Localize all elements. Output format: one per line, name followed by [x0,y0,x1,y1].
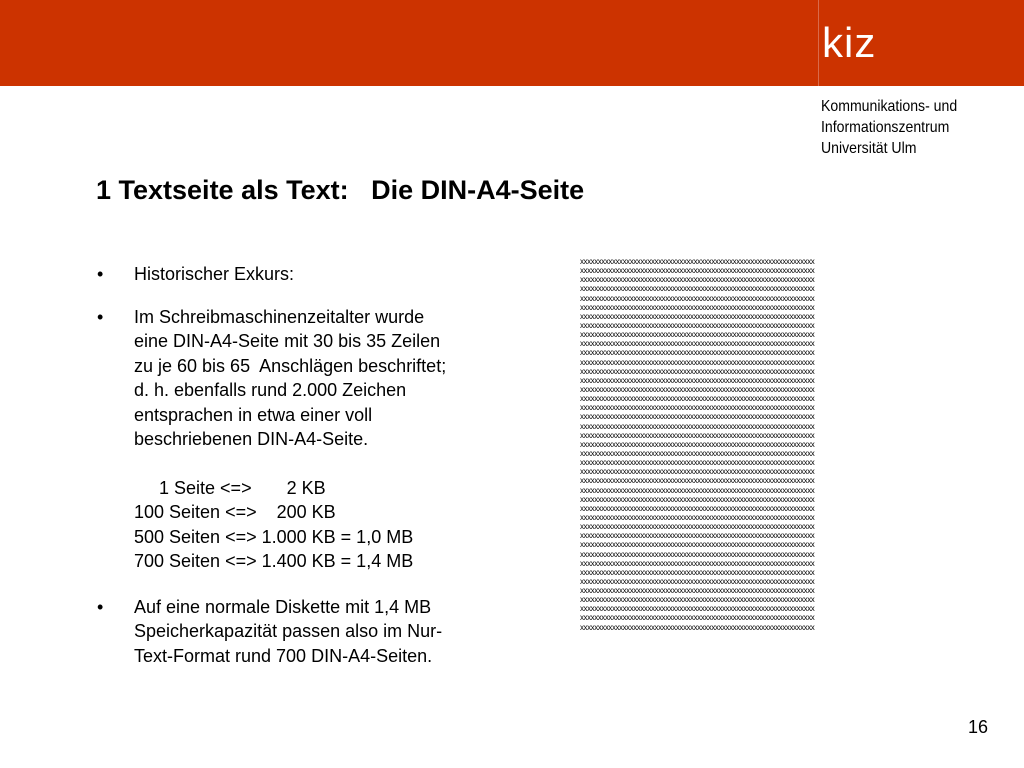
placeholder-row: xxxxxxxxxxxxxxxxxxxxxxxxxxxxxxxxxxxxxxxxxxxxxxxxxxxxxxxxxxxxxxxxxx [580,549,815,559]
bullet-line: zu je 60 bis 65 Anschlägen beschriftet; [134,355,447,376]
placeholder-row: xxxxxxxxxxxxxxxxxxxxxxxxxxxxxxxxxxxxxxxxxxxxxxxxxxxxxxxxxxxxxxxxxx [580,412,815,422]
bullet-list [97,262,547,668]
bullet-line: d. h. ebenfalls rund 2.000 Zeichen [134,380,407,400]
bullet-icon: • [97,306,104,327]
placeholder-text-page [580,257,898,632]
placeholder-row: xxxxxxxxxxxxxxxxxxxxxxxxxxxxxxxxxxxxxxxxxxxxxxxxxxxxxxxxxxxxxxxxxx [580,503,815,513]
bullet-line: Speicherkapazität passen also im Nur- [134,621,443,641]
conversion-row: 1 Seite <=> 2 KB [134,477,326,498]
placeholder-row: xxxxxxxxxxxxxxxxxxxxxxxxxxxxxxxxxxxxxxxxxxxxxxxxxxxxxxxxxxxxxxxxxx [580,448,815,458]
org-line: Informationszentrum [821,119,950,136]
placeholder-row: xxxxxxxxxxxxxxxxxxxxxxxxxxxxxxxxxxxxxxxxxxxxxxxxxxxxxxxxxxxxxxxxxx [580,531,815,541]
placeholder-row: xxxxxxxxxxxxxxxxxxxxxxxxxxxxxxxxxxxxxxxxxxxxxxxxxxxxxxxxxxxxxxxxxx [580,485,815,495]
placeholder-row: xxxxxxxxxxxxxxxxxxxxxxxxxxxxxxxxxxxxxxxxxxxxxxxxxxxxxxxxxxxxxxxxxx [580,293,815,303]
placeholder-row: xxxxxxxxxxxxxxxxxxxxxxxxxxxxxxxxxxxxxxxxxxxxxxxxxxxxxxxxxxxxxxxxxx [580,284,815,294]
placeholder-row: xxxxxxxxxxxxxxxxxxxxxxxxxxxxxxxxxxxxxxxxxxxxxxxxxxxxxxxxxxxxxxxxxx [580,384,815,394]
organization-name [821,96,957,159]
bullet-item [97,305,547,574]
placeholder-row: xxxxxxxxxxxxxxxxxxxxxxxxxxxxxxxxxxxxxxxxxxxxxxxxxxxxxxxxxxxxxxxxxx [580,458,815,468]
org-line: Kommunikations- und [821,98,958,115]
org-line: Universität Ulm [821,140,917,157]
bullet-item [97,595,547,669]
bullet-line: eine DIN-A4-Seite mit 30 bis 35 Zeilen [134,331,441,351]
placeholder-row: xxxxxxxxxxxxxxxxxxxxxxxxxxxxxxxxxxxxxxxxxxxxxxxxxxxxxxxxxxxxxxxxxx [580,403,815,413]
conversion-row: 700 Seiten <=> 1.400 KB = 1,4 MB [134,551,414,571]
header-bar [0,0,1024,86]
placeholder-row: xxxxxxxxxxxxxxxxxxxxxxxxxxxxxxxxxxxxxxxxxxxxxxxxxxxxxxxxxxxxxxxxxx [580,430,815,440]
page-number: 16 [968,717,989,737]
placeholder-row: xxxxxxxxxxxxxxxxxxxxxxxxxxxxxxxxxxxxxxxxxxxxxxxxxxxxxxxxxxxxxxxxxx [580,494,815,504]
placeholder-row: xxxxxxxxxxxxxxxxxxxxxxxxxxxxxxxxxxxxxxxxxxxxxxxxxxxxxxxxxxxxxxxxxx [580,576,815,586]
placeholder-row: xxxxxxxxxxxxxxxxxxxxxxxxxxxxxxxxxxxxxxxxxxxxxxxxxxxxxxxxxxxxxxxxxx [580,339,815,349]
placeholder-row: xxxxxxxxxxxxxxxxxxxxxxxxxxxxxxxxxxxxxxxxxxxxxxxxxxxxxxxxxxxxxxxxxx [580,375,815,385]
kiz-logo: kiz [822,19,877,66]
placeholder-row: xxxxxxxxxxxxxxxxxxxxxxxxxxxxxxxxxxxxxxxxxxxxxxxxxxxxxxxxxxxxxxxxxx [580,302,815,312]
bullet-item [97,262,547,287]
placeholder-row: xxxxxxxxxxxxxxxxxxxxxxxxxxxxxxxxxxxxxxxxxxxxxxxxxxxxxxxxxxxxxxxxxx [580,366,815,376]
bullet-line: Auf eine normale Diskette mit 1,4 MB [134,596,432,617]
bullet-icon: • [97,596,104,617]
placeholder-row: xxxxxxxxxxxxxxxxxxxxxxxxxxxxxxxxxxxxxxxxxxxxxxxxxxxxxxxxxxxxxxxxxx [580,394,815,404]
bullet-line: Text-Format rund 700 DIN-A4-Seiten. [134,645,433,666]
bullet-text [134,305,547,452]
conversion-row: 100 Seiten <=> 200 KB [134,502,336,522]
placeholder-row: xxxxxxxxxxxxxxxxxxxxxxxxxxxxxxxxxxxxxxxxxxxxxxxxxxxxxxxxxxxxxxxxxx [580,595,815,605]
placeholder-row: xxxxxxxxxxxxxxxxxxxxxxxxxxxxxxxxxxxxxxxxxxxxxxxxxxxxxxxxxxxxxxxxxx [580,467,815,477]
logo-divider [818,0,819,86]
placeholder-row: xxxxxxxxxxxxxxxxxxxxxxxxxxxxxxxxxxxxxxxxxxxxxxxxxxxxxxxxxxxxxxxxxx [580,522,815,532]
size-conversion-table [134,476,547,574]
placeholder-row: xxxxxxxxxxxxxxxxxxxxxxxxxxxxxxxxxxxxxxxxxxxxxxxxxxxxxxxxxxxxxxxxxx [580,613,815,623]
bullet-icon: • [97,264,104,284]
placeholder-row: xxxxxxxxxxxxxxxxxxxxxxxxxxxxxxxxxxxxxxxxxxxxxxxxxxxxxxxxxxxxxxxxxx [580,421,815,431]
placeholder-row: xxxxxxxxxxxxxxxxxxxxxxxxxxxxxxxxxxxxxxxxxxxxxxxxxxxxxxxxxxxxxxxxxx [580,586,815,596]
placeholder-row: xxxxxxxxxxxxxxxxxxxxxxxxxxxxxxxxxxxxxxxxxxxxxxxxxxxxxxxxxxxxxxxxxx [580,266,815,276]
placeholder-row: xxxxxxxxxxxxxxxxxxxxxxxxxxxxxxxxxxxxxxxxxxxxxxxxxxxxxxxxxxxxxxxxxx [580,512,815,522]
bullet-line: Im Schreibmaschinenzeitalter wurde [134,306,425,327]
bullet-line: beschriebenen DIN-A4-Seite. [134,429,369,449]
placeholder-row: xxxxxxxxxxxxxxxxxxxxxxxxxxxxxxxxxxxxxxxxxxxxxxxxxxxxxxxxxxxxxxxxxx [580,540,815,550]
placeholder-row: xxxxxxxxxxxxxxxxxxxxxxxxxxxxxxxxxxxxxxxxxxxxxxxxxxxxxxxxxxxxxxxxxx [580,558,815,568]
placeholder-row: xxxxxxxxxxxxxxxxxxxxxxxxxxxxxxxxxxxxxxxxxxxxxxxxxxxxxxxxxxxxxxxxxx [580,348,815,358]
bullet-text [134,595,547,669]
placeholder-row: xxxxxxxxxxxxxxxxxxxxxxxxxxxxxxxxxxxxxxxxxxxxxxxxxxxxxxxxxxxxxxxxxx [580,357,815,367]
placeholder-row: xxxxxxxxxxxxxxxxxxxxxxxxxxxxxxxxxxxxxxxxxxxxxxxxxxxxxxxxxxxxxxxxxx [580,275,815,285]
conversion-row: 500 Seiten <=> 1.000 KB = 1,0 MB [134,526,414,547]
bullet-text: Historischer Exkurs: [134,264,295,284]
placeholder-row: xxxxxxxxxxxxxxxxxxxxxxxxxxxxxxxxxxxxxxxxxxxxxxxxxxxxxxxxxxxxxxxxxx [580,330,815,340]
placeholder-row: xxxxxxxxxxxxxxxxxxxxxxxxxxxxxxxxxxxxxxxxxxxxxxxxxxxxxxxxxxxxxxxxxx [580,476,815,486]
placeholder-row: xxxxxxxxxxxxxxxxxxxxxxxxxxxxxxxxxxxxxxxxxxxxxxxxxxxxxxxxxxxxxxxxxx [580,604,815,614]
placeholder-row: xxxxxxxxxxxxxxxxxxxxxxxxxxxxxxxxxxxxxxxxxxxxxxxxxxxxxxxxxxxxxxxxxx [580,622,815,632]
bullet-line: entsprachen in etwa einer voll [134,404,373,425]
placeholder-row: xxxxxxxxxxxxxxxxxxxxxxxxxxxxxxxxxxxxxxxxxxxxxxxxxxxxxxxxxxxxxxxxxx [580,257,815,266]
slide-title: 1 Textseite als Text: Die DIN-A4-Seite [96,175,585,205]
placeholder-row: xxxxxxxxxxxxxxxxxxxxxxxxxxxxxxxxxxxxxxxxxxxxxxxxxxxxxxxxxxxxxxxxxx [580,439,815,449]
placeholder-row: xxxxxxxxxxxxxxxxxxxxxxxxxxxxxxxxxxxxxxxxxxxxxxxxxxxxxxxxxxxxxxxxxx [580,567,815,577]
placeholder-row: xxxxxxxxxxxxxxxxxxxxxxxxxxxxxxxxxxxxxxxxxxxxxxxxxxxxxxxxxxxxxxxxxx [580,320,815,330]
placeholder-row: xxxxxxxxxxxxxxxxxxxxxxxxxxxxxxxxxxxxxxxxxxxxxxxxxxxxxxxxxxxxxxxxxx [580,311,815,321]
